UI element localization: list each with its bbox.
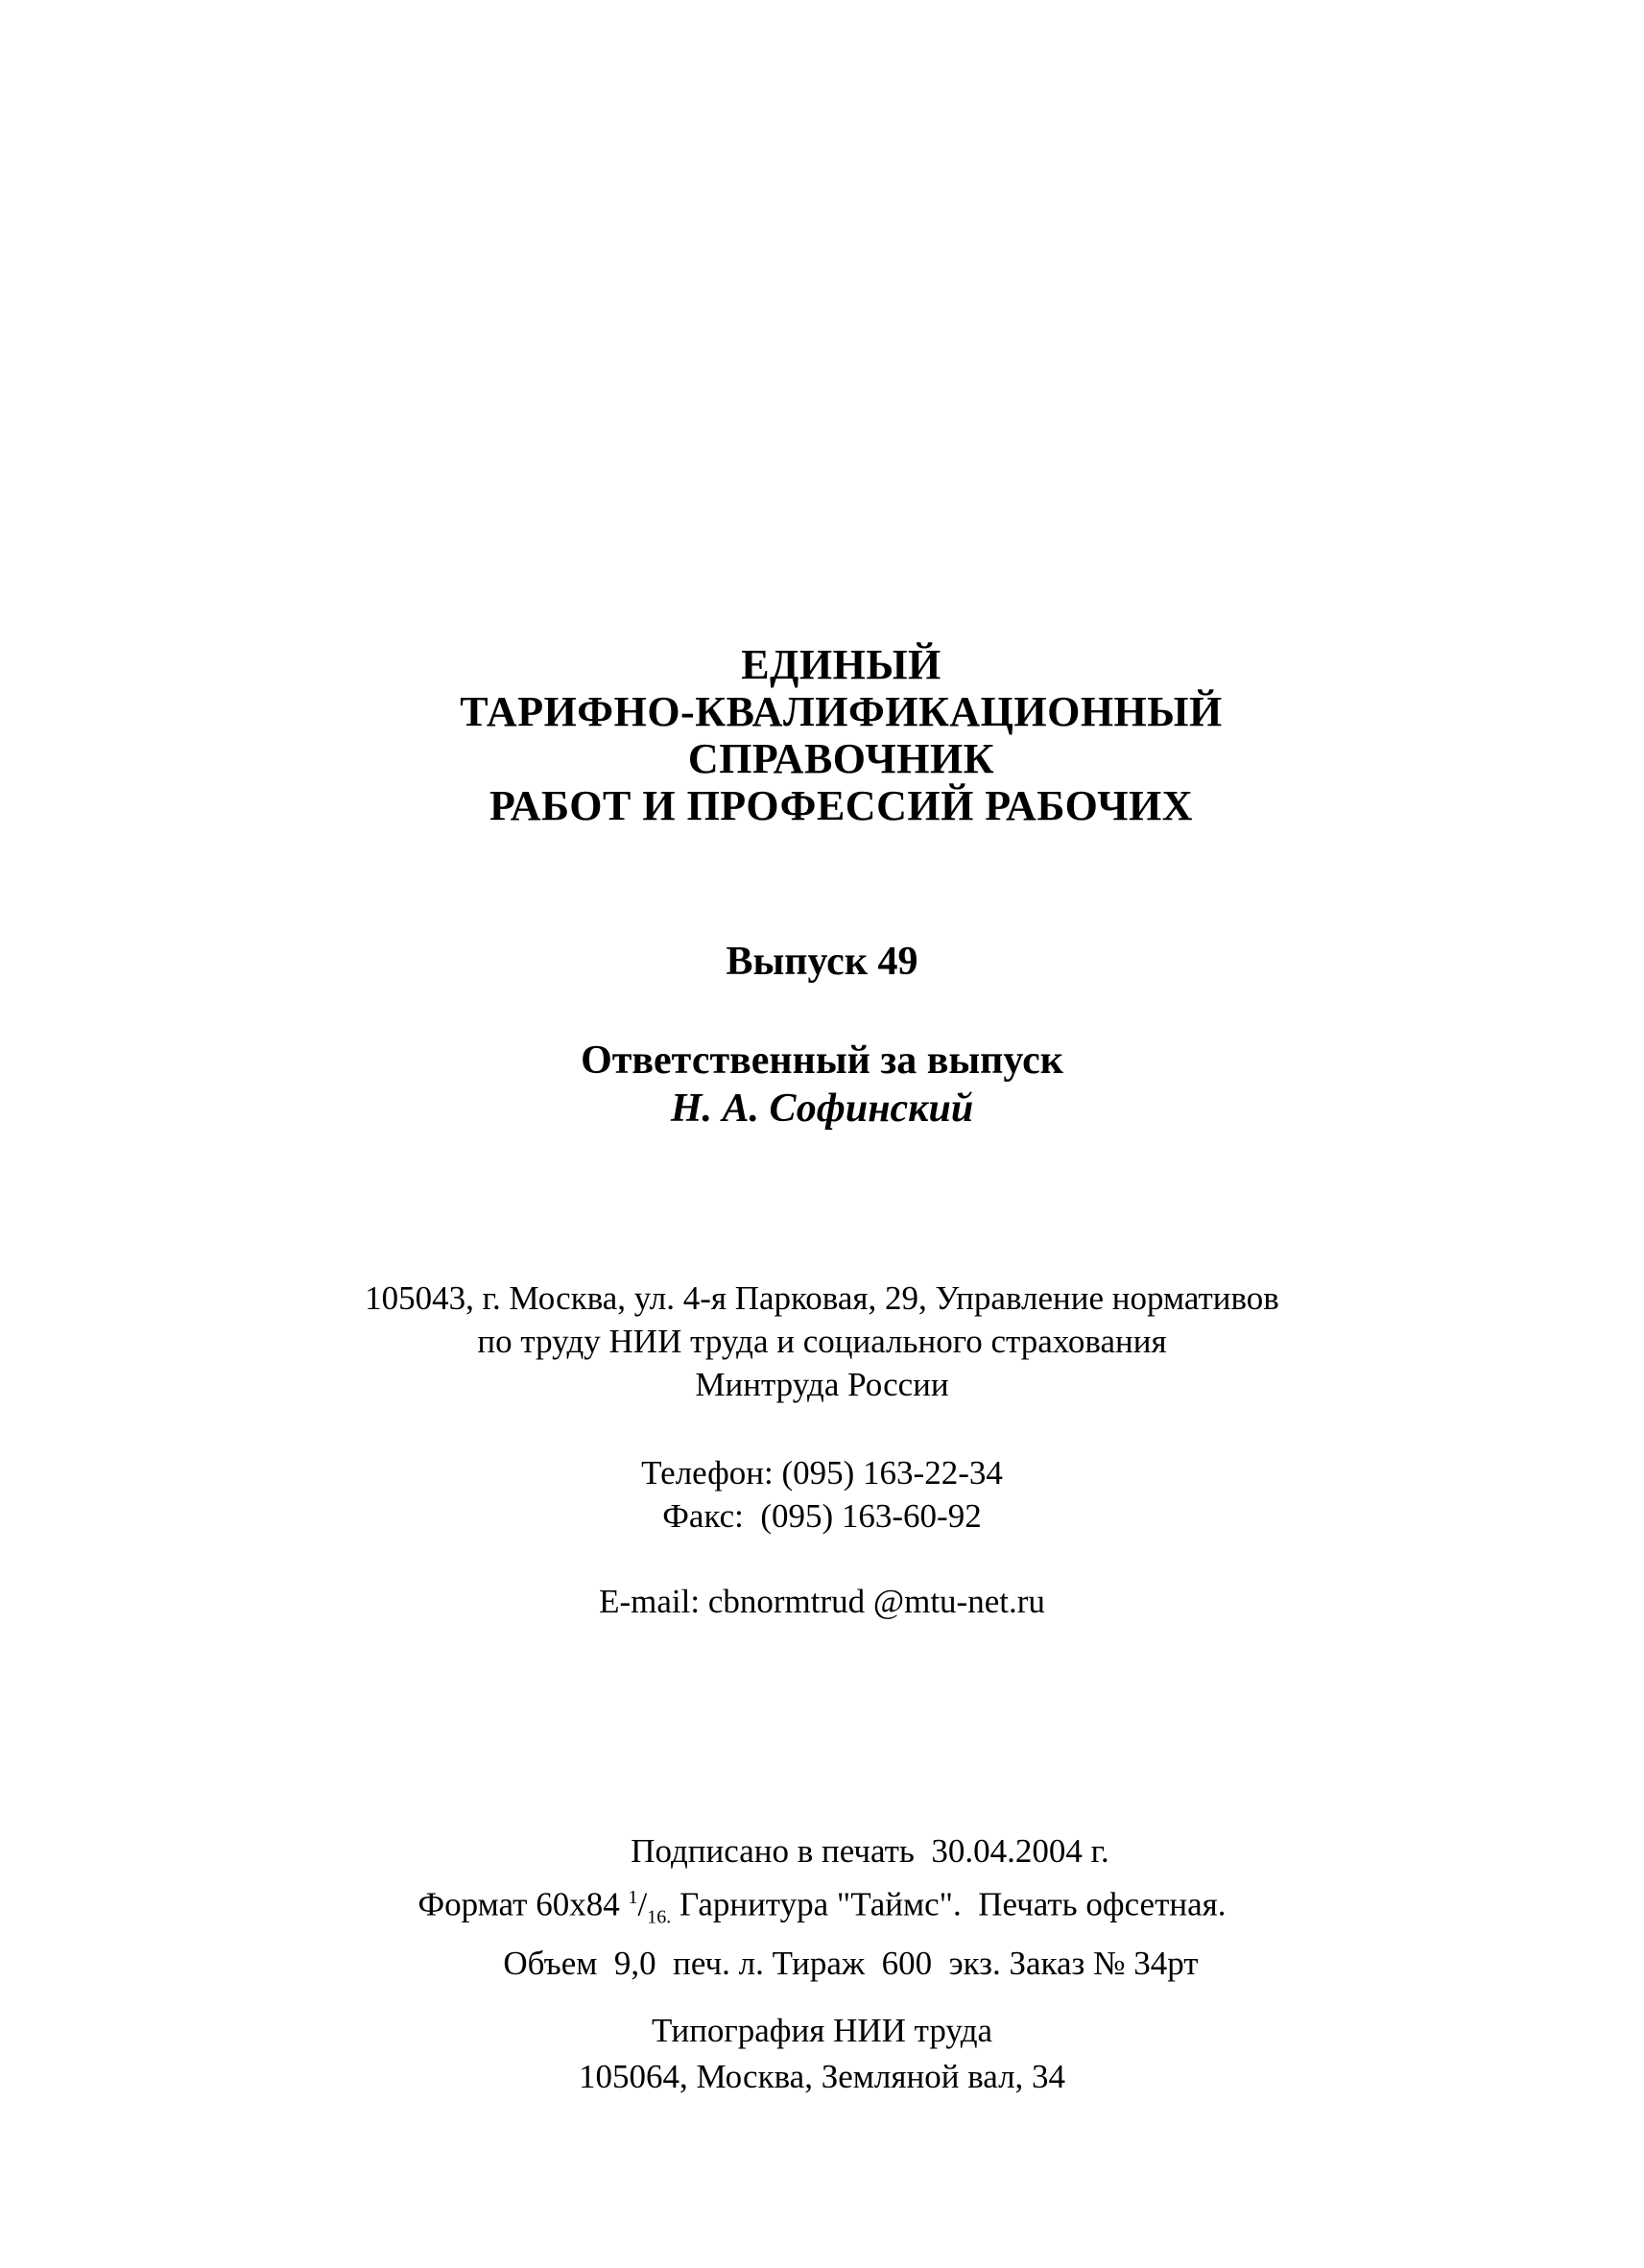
format-denominator: 16. (647, 1906, 672, 1928)
editor-name: Н. А. Софинский (670, 1086, 974, 1131)
format-separator: / (637, 1885, 648, 1923)
address-line: 105043, г. Москва, ул. 4-я Парковая, 29, Управление нормативов (365, 1279, 1279, 1317)
format-rest: Гарнитура "Таймс". Печать офсетная. (671, 1885, 1227, 1923)
responsible-editor (0, 1037, 1644, 1133)
address-line: Минтруда России (695, 1366, 949, 1403)
fax-number: Факс: (095) 163-60-92 (662, 1497, 982, 1535)
editor-label: Ответственный за выпуск (581, 1039, 1063, 1083)
format-prefix: Формат 60х84 (417, 1885, 629, 1923)
printer-address: 105064, Москва, Земляной вал, 34 (578, 2058, 1066, 2095)
issue-number: Выпуск 49 (726, 940, 918, 984)
book-title (0, 641, 1644, 829)
address-line: по труду НИИ труда и социального страхования (477, 1323, 1167, 1360)
publisher-address (0, 1277, 1644, 1406)
title-line: РАБОТ И ПРОФЕССИЙ РАБОЧИХ (488, 782, 1194, 829)
format-line (0, 1874, 1644, 1941)
phone-number: Телефон: (095) 163-22-34 (641, 1454, 1003, 1492)
email-address: E-mail: cbnormtrud @mtu-net.ru (599, 1583, 1045, 1620)
title-line: СПРАВОЧНИК (687, 735, 995, 782)
title-line: ТАРИФНО-КВАЛИФИКАЦИОННЫЙ (460, 688, 1223, 735)
imprint (0, 1828, 1644, 1987)
signed-date: Подписано в печать 30.04.2004 г. (631, 1832, 1109, 1870)
printer-info (0, 2008, 1644, 2100)
volume-line: Объем 9,0 печ. л. Тираж 600 экз. Заказ № 34рт (503, 1944, 1199, 1982)
printer-name: Типография НИИ труда (651, 2012, 993, 2049)
format-numerator: 1 (628, 1887, 638, 1908)
title-line: ЕДИНЫЙ (741, 641, 941, 688)
contacts (0, 1451, 1644, 1538)
